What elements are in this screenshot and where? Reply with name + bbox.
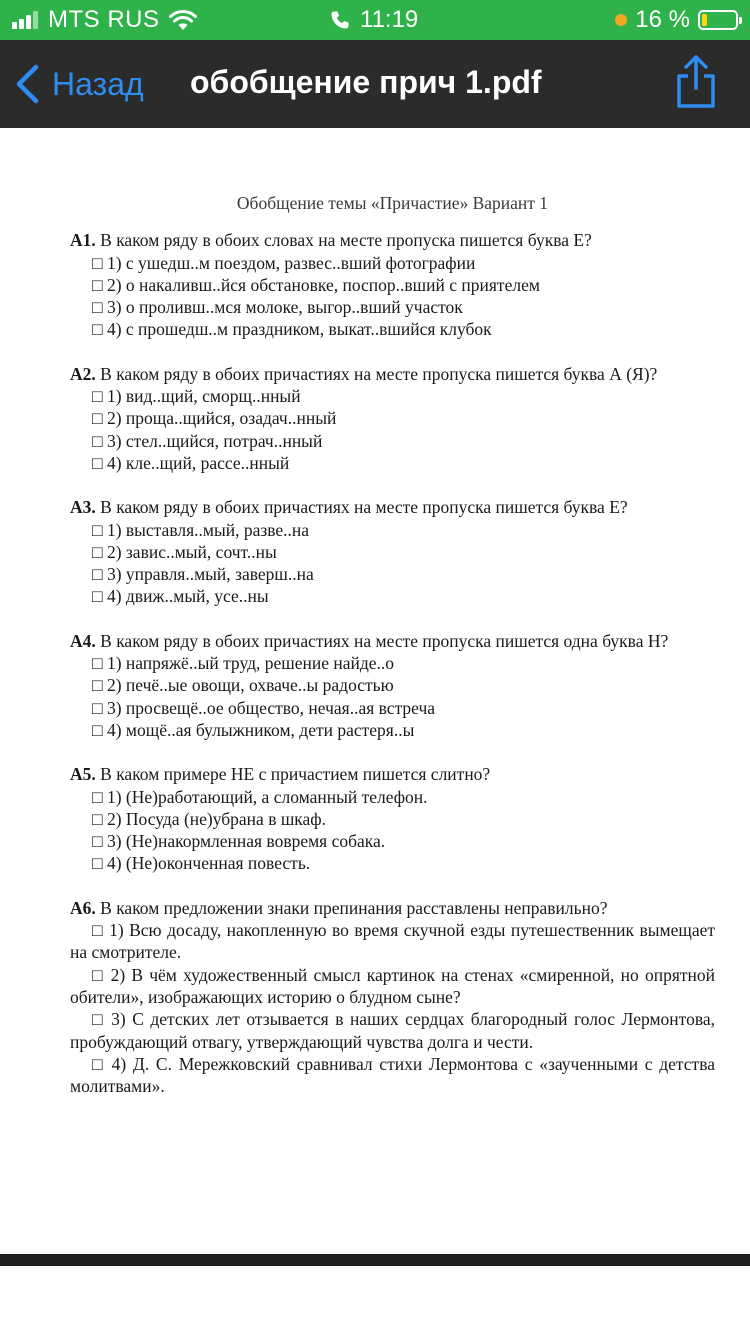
document-heading: Обобщение темы «Причастие» Вариант 1: [236, 193, 549, 213]
bottom-area: [0, 1266, 750, 1334]
answer-option[interactable]: □ 4) (Не)оконченная повесть.: [92, 853, 311, 874]
options-list: [70, 519, 715, 608]
answer-option[interactable]: □ 2) В чём художественный смысл картинок на стенах «смиренной, но опрятной обители», изображающих историю о блудном сыне?: [70, 964, 715, 1007]
bottom-divider: [0, 1254, 750, 1266]
question-text: [70, 897, 715, 919]
question-prompt: В каком ряду в обоих словах на месте пропуска пишется буква Е?: [95, 230, 592, 251]
question-text: [70, 763, 715, 785]
answer-option[interactable]: □ 2) Посуда (не)убрана в шкаф.: [92, 808, 327, 829]
question-prompt: В каком ряду в обоих причастиях на месте пропуска пишется одна буква Н?: [95, 630, 669, 651]
wifi-icon: [168, 9, 198, 31]
answer-option[interactable]: □ 3) просвещё..ое общество, нечая..ая встреча: [92, 697, 436, 718]
question-number: А1.: [70, 230, 96, 251]
question-a3: [70, 496, 715, 607]
options-list: [70, 919, 715, 1097]
question-prompt: В каком предложении знаки препинания расставлены неправильно?: [95, 897, 608, 918]
question-text: [70, 630, 715, 652]
battery-percent: 16 %: [635, 6, 690, 33]
answer-option[interactable]: □ 1) с ушедш..м поездом, развес..вший фотографии: [92, 252, 476, 273]
question-a6: [70, 897, 715, 1098]
answer-option[interactable]: □ 1) выставля..мый, разве..на: [92, 519, 310, 540]
navigation-bar: [0, 40, 750, 128]
answer-option[interactable]: □ 3) стел..щийся, потрач..нный: [92, 430, 323, 451]
share-icon[interactable]: [672, 54, 720, 110]
answer-option[interactable]: □ 4) с прошедш..м праздником, выкат..вшийся клубок: [92, 319, 492, 340]
document-title: обобщение прич 1.pdf: [190, 64, 542, 100]
question-number: А2.: [70, 363, 96, 384]
pdf-page[interactable]: [0, 128, 750, 1254]
question-a1: [70, 229, 715, 340]
back-label: Назад: [52, 65, 144, 102]
question-prompt: В каком примере НЕ с причастием пишется слитно?: [95, 764, 491, 785]
answer-option[interactable]: □ 3) управля..мый, заверш..на: [92, 564, 314, 585]
status-bar: [0, 0, 750, 40]
battery-icon: [698, 10, 738, 30]
options-list: [70, 385, 715, 474]
question-text: [70, 363, 715, 385]
signal-icon: [12, 11, 40, 29]
answer-option[interactable]: □ 3) С детских лет отзывается в наших сердцах благородный голос Лермонтова, пробуждающий отвагу, утверждающий чувства долга и чести.: [70, 1009, 715, 1052]
document-content: [70, 192, 715, 1119]
answer-option[interactable]: □ 1) напряжё..ый труд, решение найде..о: [92, 653, 395, 674]
chevron-left-icon: [14, 64, 40, 104]
answer-option[interactable]: □ 1) (Не)работающий, а сломанный телефон.: [92, 786, 428, 807]
status-right: [615, 6, 738, 34]
question-a2: [70, 363, 715, 474]
answer-option[interactable]: □ 2) о накаливш..йся обстановке, поспор..вший с приятелем: [92, 274, 540, 295]
answer-option[interactable]: □ 2) проща..щийся, озадач..нный: [92, 408, 337, 429]
answer-option[interactable]: □ 4) кле..щий, рассе..нный: [92, 452, 290, 473]
question-number: А5.: [70, 764, 96, 785]
question-a5: [70, 763, 715, 874]
answer-option[interactable]: □ 3) о проливш..мся молоке, выгор..вший участок: [92, 297, 463, 318]
answer-option[interactable]: □ 4) мощё..ая булыжником, дети растеря..ы: [92, 719, 415, 740]
orange-dot-icon: [615, 14, 627, 26]
question-number: А4.: [70, 630, 96, 651]
answer-option[interactable]: □ 4) Д. С. Мережковский сравнивал стихи Лермонтова с «заученными с детства молитвами».: [70, 1053, 715, 1097]
options-list: [70, 652, 715, 741]
answer-option[interactable]: □ 2) печё..ые овощи, охваче..ы радостью: [92, 675, 394, 696]
status-center: [330, 6, 418, 34]
answer-option[interactable]: □ 2) завис..мый, сочт..ны: [92, 541, 277, 562]
answer-option[interactable]: □ 3) (Не)накормленная вовремя собака.: [92, 831, 386, 852]
options-list: [70, 252, 715, 341]
answer-option[interactable]: □ 1) вид..щий, сморщ..нный: [92, 386, 301, 407]
battery-cap: [739, 17, 742, 24]
answer-option[interactable]: □ 1) Всю досаду, накопленную во время скучной езды путешественник вымещает на смотрителе.: [70, 920, 715, 963]
status-left: [12, 6, 198, 34]
question-prompt: В каком ряду в обоих причастиях на месте пропуска пишется буква Е?: [95, 497, 628, 518]
clock-time: 11:19: [360, 6, 419, 33]
question-text: [70, 496, 715, 518]
back-button[interactable]: [14, 62, 144, 106]
question-text: [70, 229, 715, 251]
carrier-name: MTS RUS: [48, 6, 160, 33]
question-a4: [70, 630, 715, 741]
question-number: А3.: [70, 497, 96, 518]
battery-fill: [702, 14, 707, 26]
question-number: А6.: [70, 897, 96, 918]
phone-icon: [330, 10, 350, 30]
options-list: [70, 786, 715, 875]
answer-option[interactable]: □ 4) движ..мый, усе..ны: [92, 586, 269, 607]
question-prompt: В каком ряду в обоих причастиях на месте пропуска пишется буква А (Я)?: [95, 363, 658, 384]
